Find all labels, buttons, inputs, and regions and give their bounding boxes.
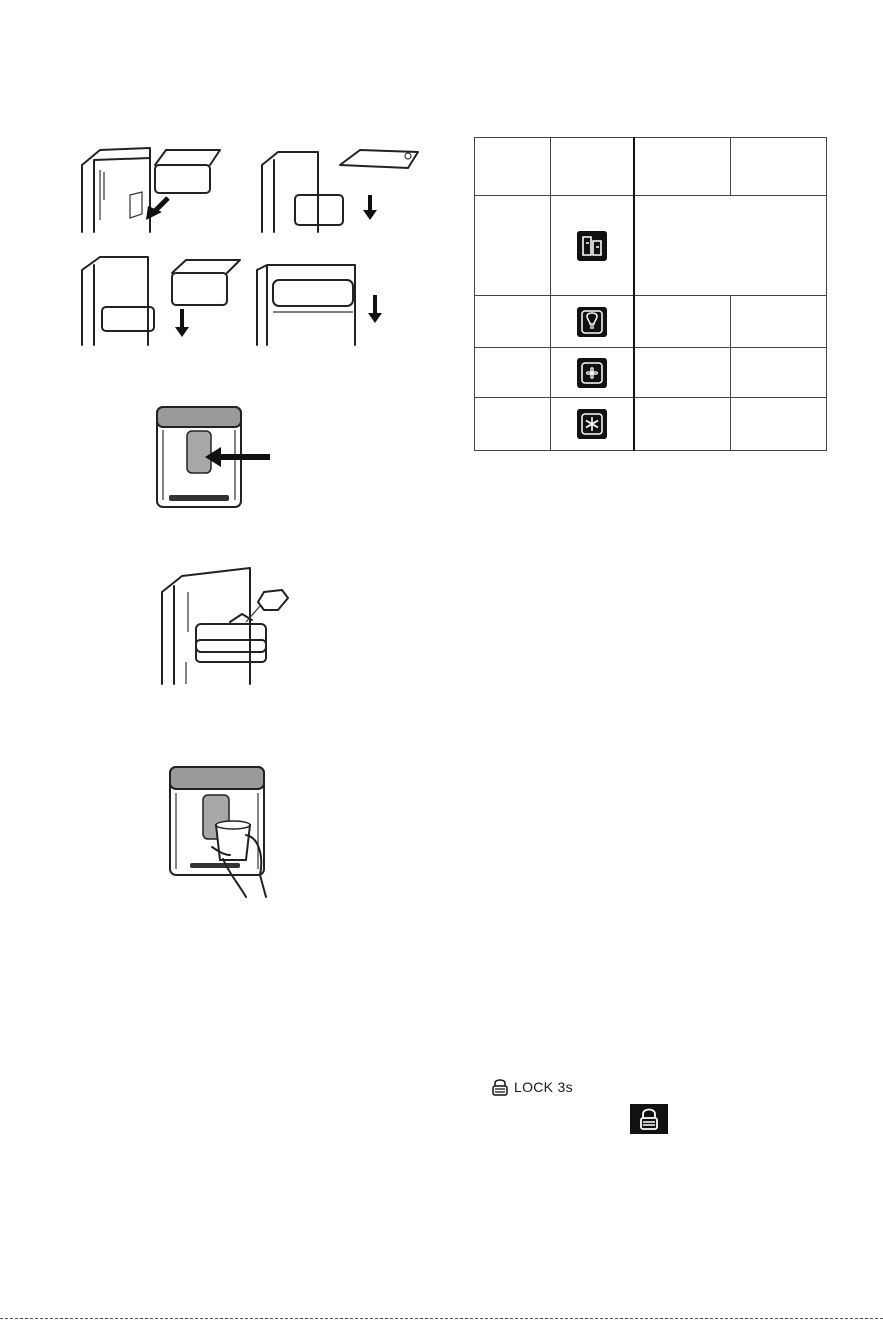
table-cell [475, 398, 551, 451]
lock-icon [490, 1077, 510, 1097]
fan-icon [577, 358, 607, 388]
table-header-row [475, 138, 827, 196]
table-cell [551, 348, 635, 398]
table-cell [634, 196, 827, 296]
table-cell [731, 138, 827, 196]
table-row [475, 348, 827, 398]
table-cell [551, 296, 635, 348]
table-cell [475, 138, 551, 196]
figure-fill-tank [160, 562, 300, 687]
table-cell [731, 348, 827, 398]
lamp-icon [577, 307, 607, 337]
lock-button-symbol [630, 1104, 668, 1134]
function-icon-table [474, 137, 827, 451]
table-row [475, 196, 827, 296]
lock-icon [638, 1107, 660, 1131]
panel-lift-bin [82, 257, 240, 345]
figure-dispense-cup [168, 765, 273, 900]
panel-remove-lid [262, 150, 418, 232]
panel-insert-bin [257, 265, 382, 345]
table-cell [475, 296, 551, 348]
table-cell [634, 296, 731, 348]
table-row [475, 398, 827, 451]
figure-dispenser-insert [155, 405, 275, 510]
table-cell [731, 398, 827, 451]
table-row [475, 296, 827, 348]
figure-bin-removal [80, 140, 430, 350]
page-bottom-border [0, 1318, 883, 1319]
table-cell [475, 348, 551, 398]
snowflake-icon [577, 409, 607, 439]
lock-label: LOCK 3s [514, 1079, 573, 1095]
table-cell [551, 196, 635, 296]
table-cell [551, 138, 635, 196]
table-cell [634, 348, 731, 398]
table-cell [634, 398, 731, 451]
table-cell [731, 296, 827, 348]
ifcs-dual-profile-icon [577, 231, 607, 261]
table-cell [634, 138, 731, 196]
table-cell [551, 398, 635, 451]
table-cell [475, 196, 551, 296]
panel-remove-bin-diagonal [82, 148, 220, 232]
lock-indicator [490, 1077, 573, 1097]
